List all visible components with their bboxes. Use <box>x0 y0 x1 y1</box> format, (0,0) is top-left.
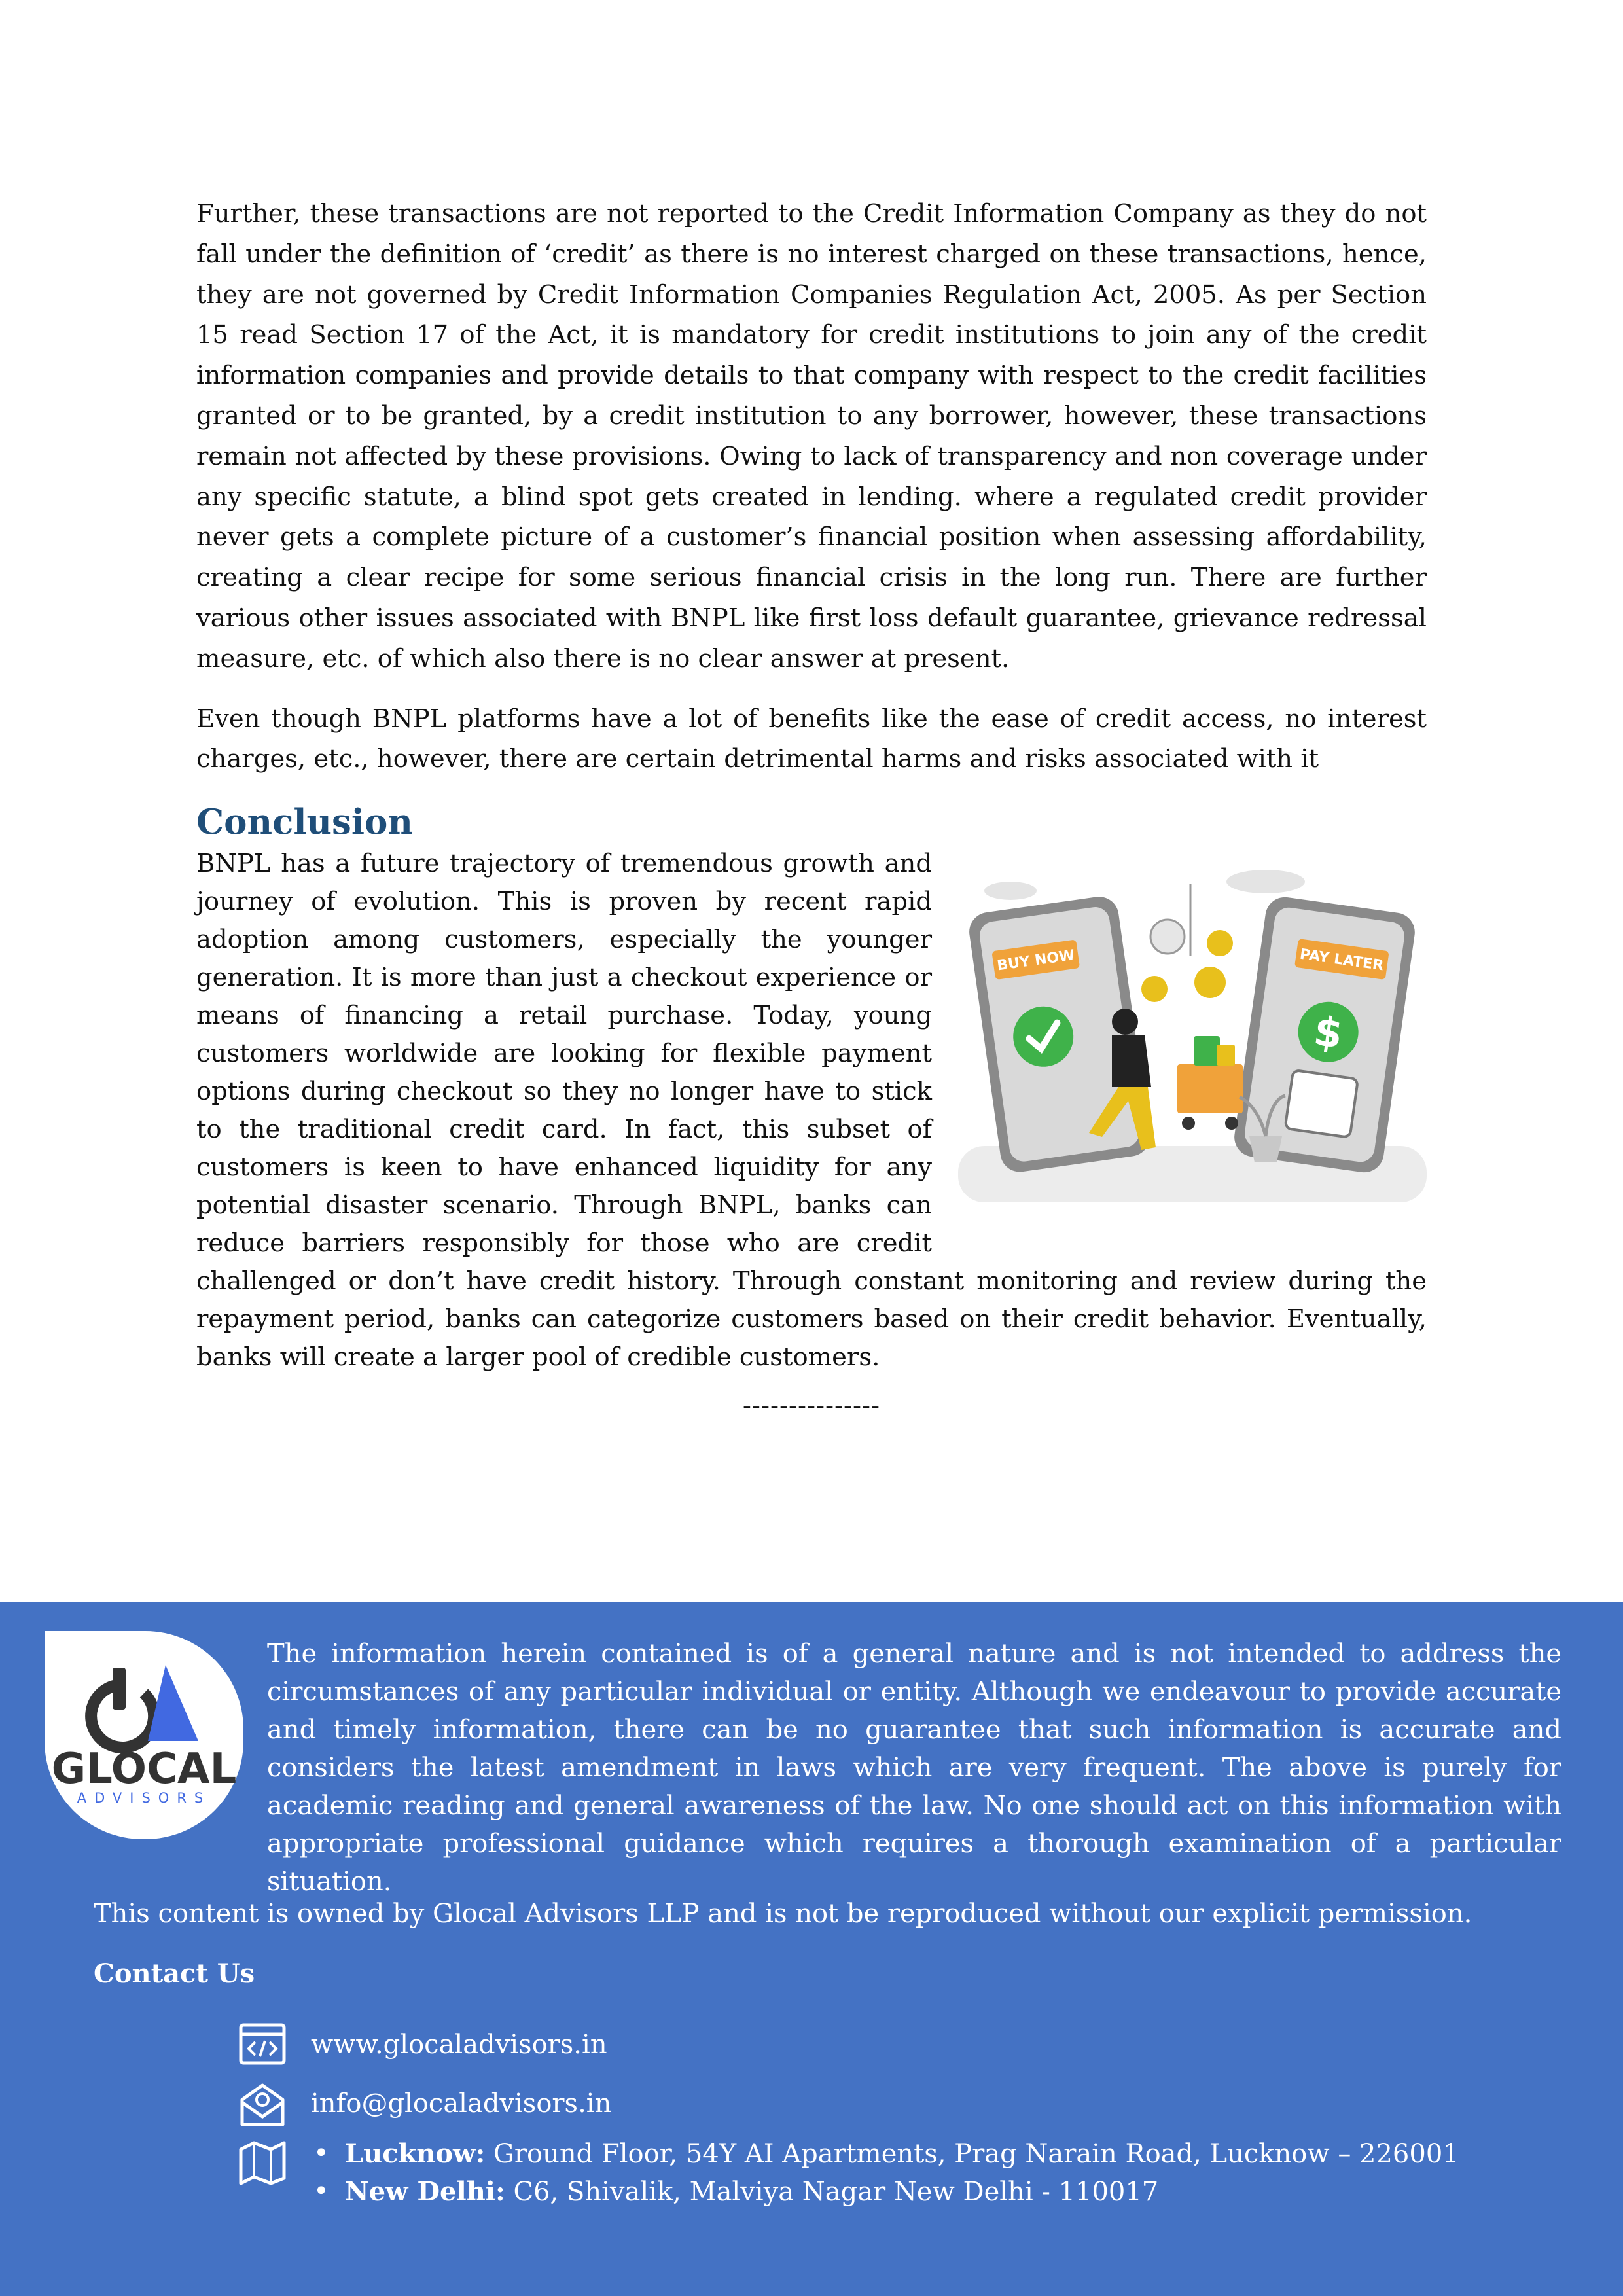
contact-us-heading: Contact Us <box>94 1958 255 1989</box>
address-city: Lucknow: <box>345 2138 486 2169</box>
phone-pay-later <box>1232 895 1417 1175</box>
shopping-cart-icon <box>1177 1036 1243 1130</box>
cloud-icon <box>1226 870 1305 893</box>
bnpl-illustration-svg <box>958 858 1427 1225</box>
code-window-icon <box>237 2021 288 2068</box>
conclusion-heading: Conclusion <box>196 802 413 843</box>
address-text: Ground Floor, 54Y AI Apartments, Prag Narain Road, Lucknow – 226001 <box>485 2139 1459 2169</box>
address-text: C6, Shivalik, Malviya Nagar New Delhi - 110017 <box>505 2177 1159 2207</box>
disclaimer-text: The information herein contained is of a general nature and is not intended to address the circumstances of any particular individual or entity. Although we endeavour to provide accurate and timely information, there can be no guarantee that such information is accurate and considers the latest amendment in laws which are very frequent. The above is purely for academic reading and general awareness of the law. No one should act on this information with appropriate professional guidance which requires a thorough examination of a particular situation. <box>267 1639 1561 1897</box>
calculator-icon <box>1285 1070 1359 1138</box>
address-new-delhi <box>311 2173 1459 2211</box>
address-city: New Delhi: <box>345 2176 505 2207</box>
footer <box>0 1602 1623 2296</box>
paragraph-bnpl-benefits: Even though BNPL platforms have a lot of benefits like the ease of credit access, no interest charges, etc., however, there are certain detrimental harms and risks associated with it <box>196 704 1427 774</box>
buy-now-tag: BUY NOW <box>995 947 1076 975</box>
logo-mark <box>45 1631 243 1839</box>
dollar-icon: $ <box>1311 1007 1346 1058</box>
bnpl-illustration <box>958 858 1427 1225</box>
ownership-notice: This content is owned by Glocal Advisors LLP and is not be reproduced without our explicit permission. <box>94 1899 1472 1929</box>
logo-subtitle: ADVISORS <box>77 1790 211 1806</box>
contact-website <box>237 2021 607 2068</box>
coin-icons <box>1141 920 1233 1002</box>
logo-wordmark: GLOCAL <box>51 1745 237 1793</box>
conclusion-text: BNPL has a future trajectory of tremendous growth and journey of evolution. This is proven by recent rapid adoption among customers, especially the younger generation. It is more than just a checkout experience or means of financing a retail purchase. Today, young customers worldwide are looking for flexible payment options during checkout so they no longer have to stick to the traditional credit card. In fact, this subset of customers is keen to have enhanced liquidity for any potential disaster scenario. Through BNPL, banks can reduce barriers responsibly for those who are credit challenged or don’t have credit history. Through constant monitoring and review during the repayment period, banks can categorize customers based on their credit behavior. Eventually, banks will create a larger pool of credible customers. <box>196 849 1427 1372</box>
contact-email <box>237 2080 611 2127</box>
email-link[interactable]: info@glocaladvisors.in <box>311 2089 612 2119</box>
glocal-advisors-logo <box>45 1631 243 1839</box>
paragraph-credit-information: Further, these transactions are not reported to the Credit Information Company as they do not fall under the definition of ‘credit’ as there is no interest charged on these transactions, hence, they are not governed by Credit Information Companies Regulation Act, 2005. As per Section 15 read Section 17 of the Act, it is mandatory for credit institutions to join any of the credit information companies and provide details to that company with respect to the credit facilities granted or to be granted, by a credit institution to any borrower, however, these transactions remain not affected by these provisions. Owing to lack of transparency and non coverage under any specific statute, a blind spot gets created in lending. where a regulated credit provider never gets a complete picture of a customer’s financial position when assessing affordability, creating a clear recipe for some serious financial crisis in the long run. There are further various other issues associated with BNPL like first loss default guarantee, grievance redressal measure, etc. of which also there is no clear answer at present. <box>196 199 1427 673</box>
cloud-icon <box>984 882 1037 900</box>
address-lucknow <box>311 2135 1459 2173</box>
conclusion-section <box>196 845 1427 1376</box>
pay-later-tag: PAY LATER <box>1298 946 1385 975</box>
website-link[interactable]: www.glocaladvisors.in <box>311 2030 607 2060</box>
section-divider: --------------- <box>742 1391 881 1421</box>
map-icon <box>237 2138 288 2185</box>
address-list <box>311 2135 1459 2211</box>
email-icon <box>237 2080 288 2127</box>
document-body <box>196 194 1427 1420</box>
